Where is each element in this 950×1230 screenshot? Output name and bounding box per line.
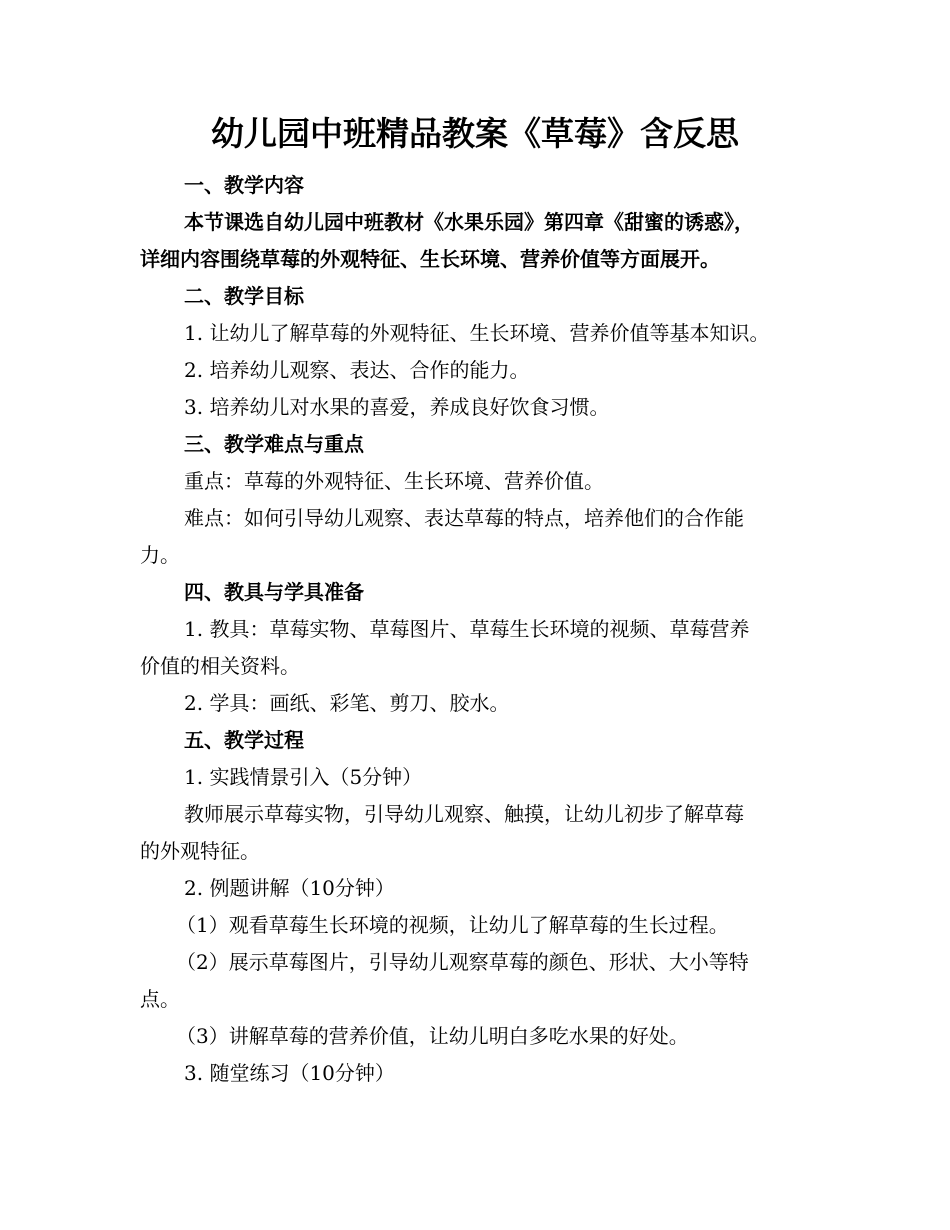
paragraph-line: 难点：如何引导幼儿观察、表达草莓的特点，培养他们的合作能 — [184, 506, 744, 530]
list-item: 1. 让幼儿了解草莓的外观特征、生长环境、营养价值等基本知识。 — [184, 321, 770, 345]
list-item: 2. 例题讲解（10分钟） — [184, 876, 395, 900]
paragraph-line: 教师展示草莓实物，引导幼儿观察、触摸，让幼儿初步了解草莓 — [184, 802, 744, 826]
paragraph-line: （3）讲解草莓的营养价值，让幼儿明白多吃水果的好处。 — [176, 1024, 689, 1048]
section-heading-process: 五、教学过程 — [184, 728, 304, 752]
section-heading-objectives: 二、教学目标 — [184, 284, 304, 308]
list-item: 2. 培养幼儿观察、表达、合作的能力。 — [184, 358, 530, 382]
paragraph-line: 本节课选自幼儿园中班教材《水果乐园》第四章《甜蜜的诱惑》， — [184, 210, 754, 234]
list-item: 3. 培养幼儿对水果的喜爱，养成良好饮食习惯。 — [184, 395, 610, 419]
paragraph-line: （1）观看草莓生长环境的视频，让幼儿了解草莓的生长过程。 — [176, 913, 729, 937]
paragraph-line: 力。 — [140, 543, 180, 567]
list-item: 1. 实践情景引入（5分钟） — [184, 765, 423, 789]
list-item: 2. 学具：画纸、彩笔、剪刀、胶水。 — [184, 691, 510, 715]
section-heading-key-points: 三、教学难点与重点 — [184, 432, 364, 456]
paragraph-line: 价值的相关资料。 — [140, 654, 300, 678]
paragraph-line: （2）展示草莓图片，引导幼儿观察草莓的颜色、形状、大小等特 — [176, 950, 749, 974]
paragraph-line: 详细内容围绕草莓的外观特征、生长环境、营养价值等方面展开。 — [140, 247, 720, 271]
section-heading-content: 一、教学内容 — [184, 173, 304, 197]
paragraph-line: 的外观特征。 — [140, 839, 260, 863]
section-heading-materials: 四、教具与学具准备 — [184, 580, 364, 604]
list-item: 1. 教具：草莓实物、草莓图片、草莓生长环境的视频、草莓营养 — [184, 617, 750, 641]
paragraph-line: 点。 — [140, 987, 180, 1011]
list-item: 3. 随堂练习（10分钟） — [184, 1061, 395, 1085]
document-title: 幼儿园中班精品教案《草莓》含反思 — [211, 114, 739, 153]
paragraph-line: 重点：草莓的外观特征、生长环境、营养价值。 — [184, 469, 604, 493]
